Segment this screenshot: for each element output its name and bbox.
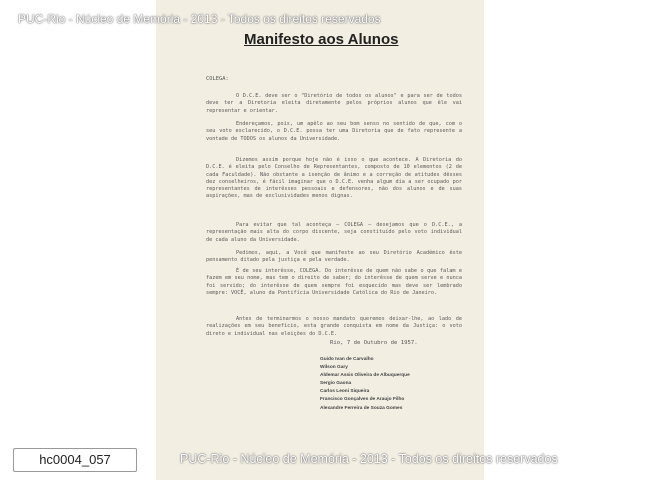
signatory: Wilson Gary [320, 365, 348, 371]
paragraph: Para evitar que tal aconteça — COLEGA — desejamos que o D.C.E., a representação mais alta do corpo discente, seja constituído pelo voto individual de cada aluno da Universidade. [206, 222, 462, 243]
paragraph: O D.C.E. deve ser o "Diretório de todos os alunos" e para ser de todos deve ter a Diretoria eleita diretamente pelos próprios alunos que êle vai representar e orientar. [206, 93, 462, 114]
signatory: Alexandre Ferreira de Souza Gomes [320, 405, 403, 411]
watermark-bottom: PUC-Rio - Núcleo de Memória - 2013 - Todos os direitos reservados [180, 452, 558, 466]
signatory: Aldemar Assis Oliveira de Albuquerque [320, 373, 410, 379]
body-text [206, 268, 462, 297]
image-id-label: hc0004_057 [13, 448, 137, 472]
paragraph: Pedimos, aqui, a Você que manifeste ao seu Diretório Acadêmico êste pensamento ditado pela justiça e pela verdade. [206, 250, 462, 264]
body-text [206, 93, 462, 115]
watermark-top: PUC-Rio - Núcleo de Memória - 2013 - Todos os direitos reservados [18, 12, 381, 26]
body-text [206, 316, 462, 338]
paragraph: Antes de terminarmos o nosso mandato queremos deixar-lhe, ao lado de realizações em seu benefício, esta grande conquista em nome da Justiça: o voto direto e individual nas eleições do D.C.E. [206, 316, 462, 337]
signatory: Sergio Gaona [320, 381, 352, 387]
signatories-list [320, 356, 410, 413]
body-text [206, 121, 462, 143]
signatory: Guido Ivan de Carvalho [320, 357, 374, 362]
body-text [206, 250, 462, 265]
body-text [206, 222, 462, 244]
logo-watermark-icon: UC [611, 306, 651, 337]
paragraph: Endereçamos, pois, um apêlo ao seu bom senso no sentido de que, com o seu voto esclarecido, o D.C.E. possa ter uma Diretoria que de fato represente a vontade de TODOS os alunos da Universidade. [206, 121, 462, 142]
salutation: COLEGA: [206, 76, 229, 82]
paragraph: É de seu interêsse, COLEGA. Do interêsse de quem não sabe o que falam e fazem em seu nome, mas tem o direito de saber; do interêsse de quem serve e nunca foi servido; do interêsse de quem sempre foi esquecido mas deve ser lembrado sempre: VOCÊ, aluno da Pontifícia Universidade Católica do Rio de Janeiro. [206, 268, 462, 296]
document-title: Manifesto aos Alunos [244, 31, 399, 48]
signatory: Carlos Leoni Siqueira [320, 389, 370, 395]
signatory: Francisco Gonçalves de Araujo Filho [320, 397, 405, 403]
paragraph: Dizemos assim porque hoje não é isso o que acontece. A Diretoria do D.C.E. é eleita pelo Conselho de Representantes, composto de 10 elementos (2 de cada Faculdade). Não obstante a isenção de ânimo e a correção de atitudes dêsses dez conselheiros, é fácil imaginar que o D.C.E. venha algum dia a ser ocupado por representantes de interêsses pessoais e defensores, não dos alunos e de suas aspirações, mas de exclusividades menos dignas. [206, 157, 462, 200]
document-date: Rio, 7 de Outubro de 1957. [330, 340, 418, 346]
body-text [206, 157, 462, 201]
